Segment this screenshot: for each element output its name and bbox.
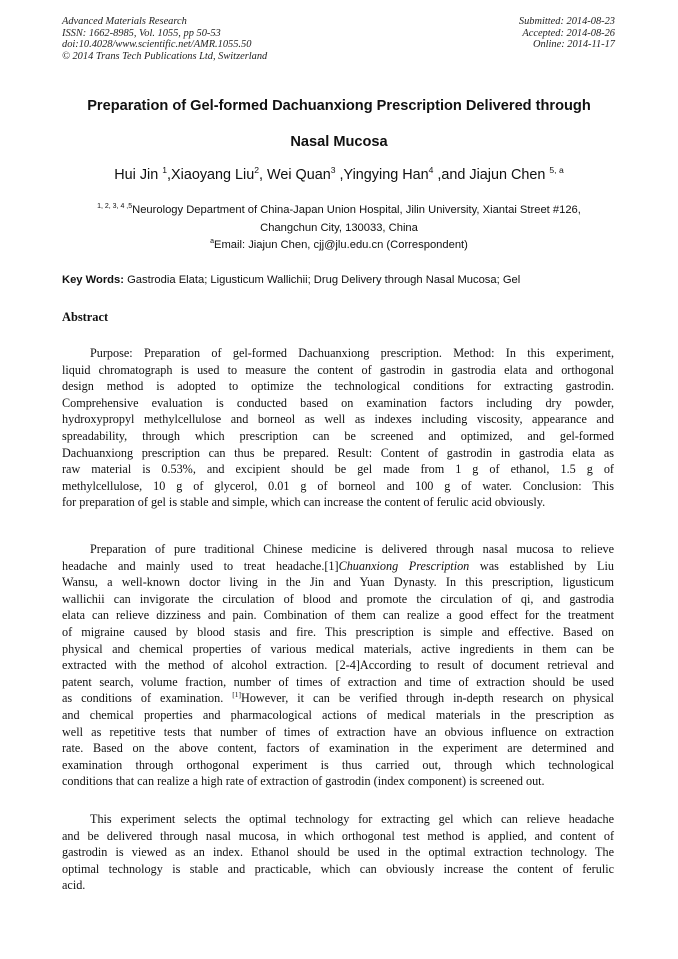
text-line: Wansu, a well-known doctor living in the Jin and Yuan Dynasty. In this prescription, ligusticum (62, 575, 614, 590)
abstract-heading: Abstract (62, 310, 109, 324)
author-name: ,Yingying Han (335, 167, 429, 183)
text-line (62, 558, 614, 575)
prescription-name: Chuanxiong Prescription (338, 558, 470, 573)
title-line-1: Preparation of Gel-formed Dachuanxiong Prescription Delivered through (87, 98, 591, 114)
text-line: wallichii can invigorate the circulation of blood and promote the circulation of qi, and gastrodia (62, 591, 614, 606)
author-affil-mark: 4 (428, 165, 434, 175)
text-line: and be delivered through nasal mucosa, in which orthogonal test method is applied, and content of (62, 828, 614, 843)
text-line: hydroxypropyl methylcellulose and borneol as well as indexes including viscosity, appearance and (62, 412, 614, 427)
text-line: rate. Based on the above content, factors of examination in the experiment are determined and (62, 741, 614, 756)
intro-paragraph (62, 541, 614, 790)
text-line: and chemical properties and pharmacological actions of medical materials in the prescription as (62, 707, 614, 722)
correspondent-email: Email: Jiajun Chen, cjj@jlu.edu.cn (Correspondent) (214, 239, 468, 251)
journal-info (62, 16, 267, 62)
email-line (40, 237, 638, 255)
text-line: physical and chemical properties of various medical materials, active ingredients in them can be (62, 641, 614, 656)
affiliation-text: Neurology Department of China-Japan Union Hospital, Jilin University, Xiantai Street #126, (132, 204, 581, 216)
scope-paragraph (62, 811, 614, 894)
text-line: patent search, volume fraction, number of times of extraction and time of extraction should be used (62, 674, 614, 689)
author-affil-mark: 5, a (549, 165, 564, 175)
author-name: Hui Jin (114, 167, 163, 183)
text-line: conditions that can realize a high rate of extraction of gastrodin (index component) is screened out. (62, 774, 545, 789)
text-line: examination through orthogonal experiment is thus carried out, through which technological (62, 757, 614, 772)
text-line: spreadability, through which prescription can be screened and optimized, and gel-formed (62, 428, 614, 443)
text-line: elata can relieve dizziness and pain. Combination of them can realize a good effect for the treatment (62, 608, 614, 623)
text-line: acid. (62, 878, 86, 893)
author-name: ,and Jiajun Chen (433, 167, 550, 183)
submitted-date: Submitted: 2014-08-23 (518, 16, 615, 27)
author-affil-mark: 2 (254, 165, 260, 175)
text-line: of migraine caused by blood stasis and fire. This prescription is simple and effective. Based on (62, 624, 614, 639)
text-line: Comprehensive evaluation is conducted based on examination factors including dry powder, (62, 395, 614, 410)
copyright-line: © 2014 Trans Tech Publications Ltd, Switzerland (62, 50, 268, 62)
keywords-line (62, 274, 520, 286)
publication-dates (519, 16, 615, 51)
affiliation-mark: 1, 2, 3, 4 ,5 (97, 203, 133, 210)
text-line: Preparation of pure traditional Chinese medicine is delivered through nasal mucosa to relieve (90, 542, 614, 556)
text-run: However, it can be verified through in-depth research on physical (241, 691, 614, 706)
paper-title (40, 88, 638, 160)
text-line: methylcellulose, 10 g of glycerol, 0.01 g of borneol and 100 g of water. Conclusion: This (62, 478, 614, 493)
text-line: gastrodin is viewed as an index. Ethanol should be used in the optimal extraction technology. The (62, 845, 614, 860)
text-line (62, 690, 614, 707)
online-date: Online: 2014-11-17 (532, 39, 615, 51)
author-affil-mark: 1 (162, 165, 168, 175)
journal-name: Advanced Materials Research (62, 16, 187, 27)
keywords-label: Key Words: (62, 274, 124, 286)
text-line: raw material is 0.53%, and excipient should be gel made from 1 g of ethanol, 1.5 g of (62, 462, 614, 477)
author-list (40, 167, 638, 183)
author-name: , Wei Quan (259, 167, 331, 183)
email-mark: a (210, 238, 215, 245)
text-line: Purpose: Preparation of gel-formed Dachuanxiong prescription. Method: In this experiment, (90, 346, 614, 360)
text-run: as conditions of examination. (62, 691, 233, 706)
text-line: for preparation of gel is stable and simple, which can increase the content of ferulic acid obviously. (62, 495, 546, 510)
accepted-date: Accepted: 2014-08-26 (522, 27, 615, 39)
author-name: ,Xiaoyang Liu (167, 167, 255, 183)
citation-mark: [1] (232, 690, 242, 700)
text-run: was established by Liu (469, 558, 614, 573)
text-line: Dachuanxiong prescription can thus be prepared. Result: Content of gastrodin in gastrodia elata as (62, 445, 614, 460)
affiliation-line-2: Changchun City, 130033, China (260, 221, 418, 234)
text-line: well as repetitive tests that number of times of extraction have an obvious influence on extraction (62, 724, 614, 739)
text-line: extracted with the method of alcohol extraction. [2-4]According to result of document retrieval and (62, 658, 614, 673)
text-run: headache and mainly used to treat headache.[1] (62, 558, 339, 573)
affiliation-line-1 (40, 202, 638, 220)
abstract-paragraph (62, 345, 614, 511)
title-line-2: Nasal Mucosa (290, 134, 388, 150)
text-line: optimal technology is stable and practicable, which can obviously increase the content of ferulic (62, 861, 614, 876)
text-line: liquid chromatograph is used to measure the content of gastrodin in gastrodia elata and orthogonal (62, 362, 614, 377)
doi-line: doi:10.4028/www.scientific.net/AMR.1055.50 (62, 39, 252, 51)
keywords-text: Gastrodia Elata; Ligusticum Wallichii; Drug Delivery through Nasal Mucosa; Gel (123, 274, 521, 286)
issn-line: ISSN: 1662-8985, Vol. 1055, pp 50-53 (62, 27, 221, 39)
text-line: design method is adopted to optimize the technological conditions for extracting gastrodin. (62, 379, 614, 394)
affiliation-block (40, 202, 638, 255)
author-affil-mark: 3 (330, 165, 336, 175)
text-line: This experiment selects the optimal technology for extracting gel which can relieve headache (90, 812, 614, 826)
